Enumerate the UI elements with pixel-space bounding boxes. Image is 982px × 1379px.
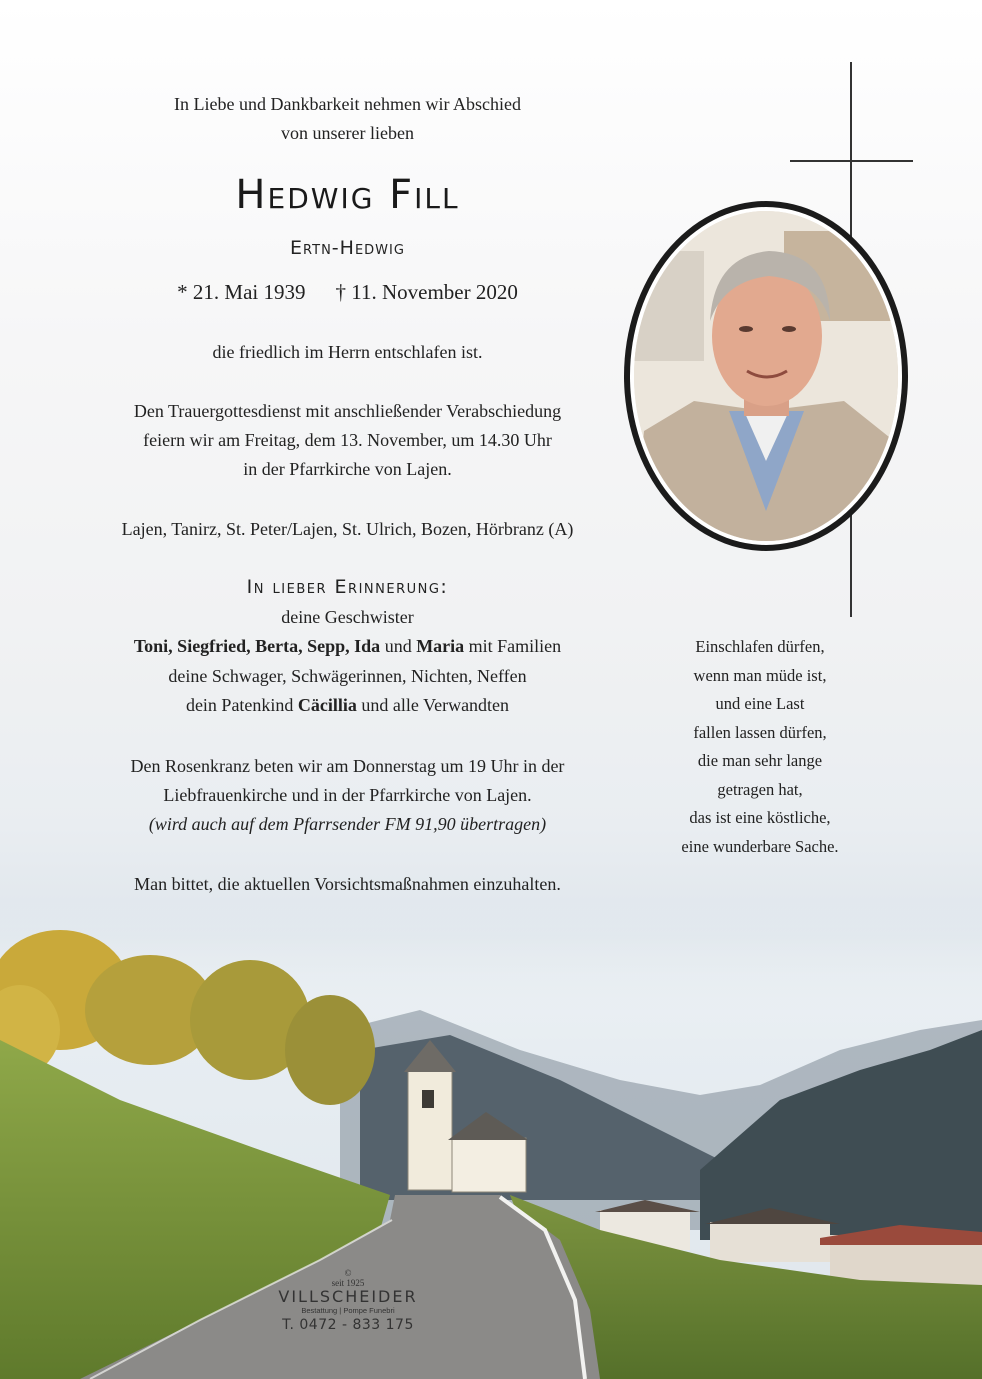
siblings-names: Toni, Siegfried, Berta, Sepp, Ida [133, 636, 381, 656]
birth-date: * 21. Mai 1939 [177, 280, 306, 304]
remembrance-line-3: deine Schwager, Schwägerinnen, Nichten, Neffen [168, 666, 527, 686]
logo-subtitle: Bestattung | Pompe Funebri [301, 1306, 395, 1315]
poem-line: Einschlafen dürfen, [695, 637, 825, 656]
logo-copyright: © [344, 1268, 352, 1278]
portrait-illustration [634, 211, 898, 541]
rosary-line-1: Den Rosenkranz beten wir am Donnerstag um 19 Uhr in der [130, 756, 565, 776]
patenkind-post: und alle Verwandten [356, 695, 510, 715]
deceased-name: Hedwig Fill [235, 172, 460, 218]
poem-line: das ist eine köstliche, [689, 808, 831, 827]
rosary-broadcast-note: (wird auch auf dem Pfarrsender FM 91,90 übertragen) [148, 814, 547, 834]
rosary-line-3 [60, 810, 635, 839]
passing-text: die friedlich im Herrn entschlafen ist. [212, 342, 483, 362]
poem-line: die man sehr lange [697, 751, 823, 770]
rosary-line-2: Liebfrauenkirche und in der Pfarrkirche von Lajen. [163, 785, 532, 805]
poem-line: getragen hat, [717, 779, 803, 799]
intro-line-2: von unserer lieben [281, 123, 414, 143]
poem [660, 633, 860, 861]
patenkind-name: Cäcillia [297, 695, 357, 715]
portrait-frame [624, 201, 908, 551]
logo-phone: T. 0472 - 833 175 [282, 1317, 414, 1333]
life-dates [60, 280, 635, 305]
poem-line: eine wunderbare Sache. [681, 836, 839, 856]
cross-horizontal [790, 160, 913, 162]
notice-text: Man bittet, die aktuellen Vorsichtsmaßnahmen einzuhalten. [134, 874, 561, 894]
portrait-photo [634, 211, 898, 541]
patenkind-pre: dein Patenkind [185, 695, 298, 715]
logo-established: seit 1925 [331, 1278, 365, 1288]
funeral-home-logo [258, 1268, 438, 1333]
funeral-line-1: Den Trauergottesdienst mit anschließender Verabschiedung [133, 401, 562, 421]
remembrance-siblings [60, 632, 635, 661]
death-date: † 11. November 2020 [335, 280, 518, 304]
mit-familien-text: mit Familien [464, 636, 562, 656]
remembrance-patenkind [60, 691, 635, 720]
remembrance-heading: In lieber Erinnerung: [246, 576, 449, 598]
landscape-image [0, 900, 982, 1379]
places-text: Lajen, Tanirz, St. Peter/Lajen, St. Ulrich, Bozen, Hörbranz (A) [121, 519, 574, 539]
poem-line: und eine Last [715, 694, 805, 713]
logo-brand: VILLSCHEIDER [278, 1287, 418, 1306]
poem-line: fallen lassen dürfen, [693, 722, 827, 742]
remembrance-line-1: deine Geschwister [281, 607, 414, 627]
poem-line: wenn man müde ist, [693, 665, 827, 685]
und-text: und [380, 636, 417, 656]
intro-line-1: In Liebe und Dankbarkeit nehmen wir Abschied [174, 94, 521, 114]
sibling-maria: Maria [416, 636, 465, 656]
funeral-line-3: in der Pfarrkirche von Lajen. [243, 459, 452, 479]
funeral-line-2: feiern wir am Freitag, dem 13. November, um 14.30 Uhr [143, 430, 552, 450]
deceased-nickname: Ertn-Hedwig [290, 237, 405, 259]
